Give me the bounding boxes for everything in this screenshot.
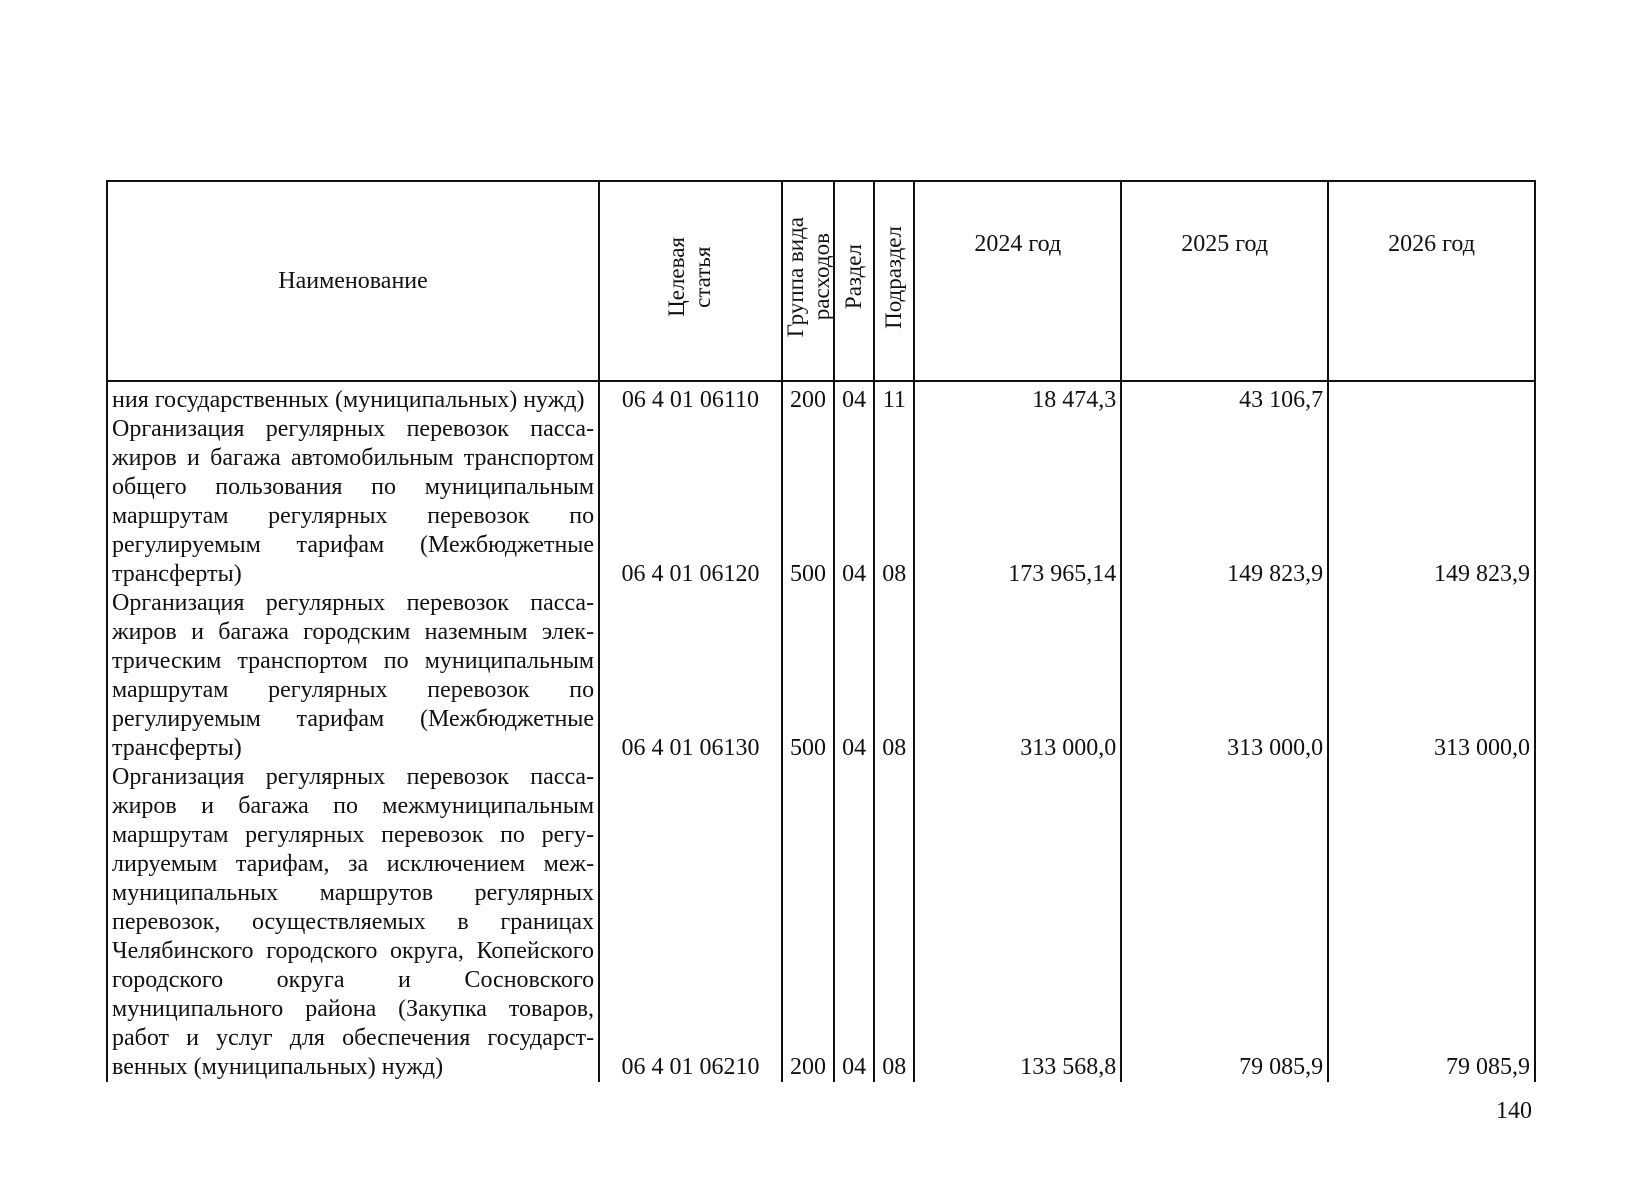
row-amount-2025: 149 823,9 [1121, 415, 1328, 589]
row-amount-2025: 79 085,9 [1121, 763, 1328, 1082]
row-name: ния государственных (муниципальных) нужд) [107, 381, 599, 415]
row-amount-2026: 149 823,9 [1328, 415, 1535, 589]
row-amount-2025: 43 106,7 [1121, 381, 1328, 415]
row-target-article: 06 4 01 06120 [599, 415, 782, 589]
row-subsection: 08 [874, 415, 914, 589]
row-amount-2024: 173 965,14 [914, 415, 1121, 589]
header-subsection-label: Подраздел [881, 225, 907, 329]
page-number: 140 [1496, 1098, 1532, 1124]
table-row [107, 381, 1535, 415]
row-subsection: 08 [874, 763, 914, 1082]
row-subsection: 11 [874, 381, 914, 415]
row-name: Организация регулярных перевозок пассажиров и багажа городским наземным электрическим транспортом по муниципальным маршрутам регулярных перевозок по регулируемым тарифам (Межбюджетные трансферты) [107, 589, 599, 763]
row-amount-2025: 313 000,0 [1121, 589, 1328, 763]
header-name [107, 181, 599, 381]
row-expense-group: 500 [782, 589, 834, 763]
row-target-article: 06 4 01 06210 [599, 763, 782, 1082]
budget-sheet [106, 180, 1536, 1082]
row-amount-2026: 313 000,0 [1328, 589, 1535, 763]
row-amount-2024: 18 474,3 [914, 381, 1121, 415]
row-section: 04 [834, 415, 874, 589]
header-year-2025 [1121, 181, 1328, 381]
header-target-article-label: Целевая статья [664, 237, 716, 317]
budget-table [106, 180, 1536, 1082]
header-target-article [599, 181, 782, 381]
header-expense-group-label: Группа вида расходов [782, 216, 834, 338]
header-section [834, 181, 874, 381]
header-year-2024-label: 2024 год [974, 231, 1062, 257]
row-expense-group: 200 [782, 763, 834, 1082]
row-target-article: 06 4 01 06110 [599, 381, 782, 415]
row-subsection: 08 [874, 589, 914, 763]
header-expense-group [782, 181, 834, 381]
row-section: 04 [834, 589, 874, 763]
row-section: 04 [834, 763, 874, 1082]
header-year-2025-label: 2025 год [1181, 231, 1269, 257]
header-section-label: Раздел [841, 244, 867, 310]
row-amount-2024: 313 000,0 [914, 589, 1121, 763]
table-row [107, 589, 1535, 763]
row-name: Организация регулярных перевозок пассажиров и багажа по межмуниципальным маршрутам регулярных перевозок по регулируемым тарифам, за исключением межмуниципальных маршрутов регулярных перевозок, осуществляемых в границах Челябинского городского округа, Копейского городского округа и Сосновского муниципального района (Закупка товаров, работ и услуг для обеспечения государственных (муниципальных) нужд) [107, 763, 599, 1082]
row-target-article: 06 4 01 06130 [599, 589, 782, 763]
header-year-2024 [914, 181, 1121, 381]
row-amount-2024: 133 568,8 [914, 763, 1121, 1082]
row-expense-group: 200 [782, 381, 834, 415]
table-header-row [107, 181, 1535, 381]
header-year-2026-label: 2026 год [1388, 231, 1475, 257]
row-amount-2026: 79 085,9 [1328, 763, 1535, 1082]
table-row [107, 415, 1535, 589]
row-name: Организация регулярных перевозок пассажиров и багажа автомобильным транспортом общего пользования по муниципальным маршрутам регулярных перевозок по регулируемым тарифам (Межбюджетные трансферты) [107, 415, 599, 589]
header-year-2026 [1328, 181, 1535, 381]
header-subsection [874, 181, 914, 381]
row-amount-2026 [1328, 381, 1535, 415]
table-row [107, 763, 1535, 1082]
header-name-label: Наименование [278, 267, 428, 294]
row-expense-group: 500 [782, 415, 834, 589]
row-section: 04 [834, 381, 874, 415]
